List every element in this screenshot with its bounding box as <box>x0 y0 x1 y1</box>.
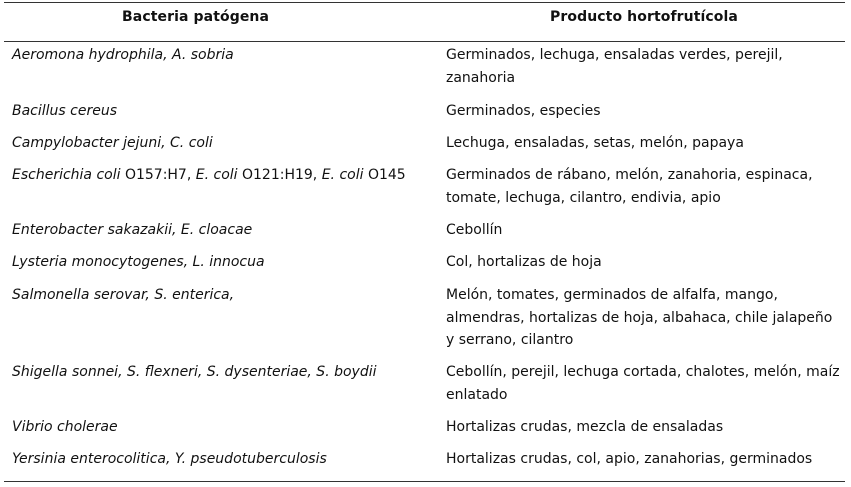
bacteria-name-segment: Campylobacter jejuni, C. coli <box>12 135 213 151</box>
bacteria-name-segment: Vibrio cholerae <box>12 419 118 435</box>
producto-cell: Hortalizas crudas, col, apio, zanahorias, germinados <box>446 451 813 467</box>
producto-cell: Col, hortalizas de hoja <box>446 254 602 270</box>
bacteria-cell <box>12 251 442 273</box>
bacteria-name-segment: O121:H19, <box>237 167 322 183</box>
header-rule <box>4 41 845 42</box>
bacteria-cell <box>12 284 442 306</box>
header-bacteria: Bacteria patógena <box>122 9 270 25</box>
bacteria-cell <box>12 164 442 186</box>
bacteria-cell <box>12 219 442 241</box>
producto-cell: Hortalizas crudas, mezcla de ensaladas <box>446 419 724 435</box>
bacteria-name-segment: Escherichia coli <box>12 167 121 183</box>
producto-cell: Cebollín <box>446 222 503 238</box>
bacteria-name-segment: O157:H7, <box>120 167 196 183</box>
bacteria-name-segment: Lysteria monocytogenes, L. innocua <box>12 254 265 270</box>
bacteria-name-segment: Aeromona hydrophila, A. sobria <box>12 47 234 63</box>
bacteria-cell <box>12 361 442 383</box>
bacteria-name-segment: Shigella sonnei, S. flexneri, S. dysenteriae, S. boydii <box>12 364 377 380</box>
producto-cell: Germinados de rábano, melón, zanahoria, espinaca, tomate, lechuga, cilantro, endivia, apio <box>446 167 813 206</box>
bacteria-name-segment: Bacillus cereus <box>12 103 118 119</box>
bacteria-cell <box>12 44 442 66</box>
bacteria-name-segment: E. coli <box>321 167 364 183</box>
bacteria-name-segment: Salmonella serovar, S. enterica, <box>12 287 235 303</box>
producto-cell: Germinados, especies <box>446 103 601 119</box>
bacteria-name-segment: Yersinia enterocolitica, Y. pseudotuberculosis <box>12 451 327 467</box>
bacteria-cell <box>12 416 442 438</box>
bacteria-cell <box>12 100 442 122</box>
table-top-rule <box>4 2 845 3</box>
producto-cell: Germinados, lechuga, ensaladas verdes, perejil, zanahoria <box>446 47 783 86</box>
bacteria-name-segment: E. coli <box>195 167 238 183</box>
bacteria-cell <box>12 448 442 470</box>
producto-cell: Melón, tomates, germinados de alfalfa, mango, almendras, hortalizas de hoja, albahaca, chile jalapeño y serrano, cilantro <box>446 287 833 348</box>
producto-cell: Lechuga, ensaladas, setas, melón, papaya <box>446 135 744 151</box>
bacteria-name-segment: O145 <box>363 167 406 183</box>
header-producto: Producto hortofrutícola <box>550 9 738 25</box>
table-bottom-rule <box>4 481 845 482</box>
bacteria-cell <box>12 132 442 154</box>
bacteria-name-segment: Enterobacter sakazakii, E. cloacae <box>12 222 253 238</box>
producto-cell: Cebollín, perejil, lechuga cortada, chalotes, melón, maíz enlatado <box>446 364 840 403</box>
